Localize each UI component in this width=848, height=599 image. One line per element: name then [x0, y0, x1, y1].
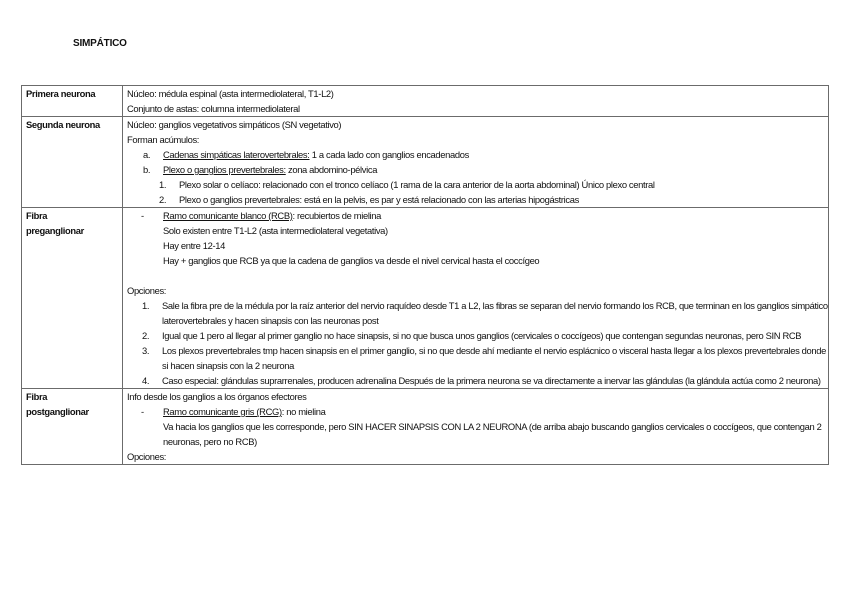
row-label-pre-line-2: preganglionar: [26, 225, 84, 236]
row-label-primera: Primera neurona: [22, 86, 123, 117]
rcg-item: [127, 404, 828, 419]
list-marker-b2: 2.: [159, 194, 167, 205]
segunda-line-1: Núcleo: ganglios vegetativos simpáticos (SN vegetativo): [127, 119, 342, 130]
row-label-pre-line-1: Fibra: [26, 210, 48, 221]
table-row-segunda-neurona: [22, 117, 829, 208]
dash-marker: -: [141, 210, 144, 221]
rcb-sub-3: Hay + ganglios que RCB ya que la cadena de ganglios va desde el nivel cervical hasta el coccígeo: [163, 255, 540, 266]
option-marker-4: 4.: [142, 375, 150, 386]
term-cadenas-simpaticas: Cadenas simpáticas laterovertebrales:: [163, 149, 310, 160]
option-text-4: Caso especial: glándulas suprarrenales, producen adrenalina Después de la primera neurona se va directamente a inervar las glándulas (la glándula actúa como 2 neurona): [162, 375, 821, 386]
list-text-b1: Plexo solar o celíaco: relacionado con el tronco celíaco (1 rama de la cara anterior de la aorta abdominal) Único plexo central: [179, 179, 655, 190]
row-content-primera: [123, 86, 829, 117]
option-marker-2: 2.: [142, 330, 150, 341]
rcb-sub-1: Solo existen entre T1-L2 (asta intermediolateral vegetativa): [163, 225, 388, 236]
row-label-postganglionar: [22, 389, 123, 465]
row-label-post-line-2: postganglionar: [26, 406, 89, 417]
rcb-text: : recubiertos de mielina: [292, 210, 382, 221]
rcb-item: [127, 208, 828, 223]
option-marker-1: 1.: [142, 300, 150, 311]
primera-line-1: Núcleo: médula espinal (asta intermediolateral, T1-L2): [127, 88, 334, 99]
list-text-b2: Plexo o ganglios prevertebrales: está en la pelvis, es par y está relacionado con las arterias hipogástricas: [179, 194, 579, 205]
list-marker-b1: 1.: [159, 179, 167, 190]
rcg-sub-1: Va hacia los ganglios que les corresponde, pero SIN HACER SINAPSIS CON LA 2 NEURONA (de arriba abajo buscando ganglios cervicales o coccígeos, que contengan 2 neuronas, pero no RCB): [163, 421, 822, 447]
term-rcb: Ramo comunicante blanco (RCB): [163, 210, 293, 221]
option-3: [127, 343, 828, 373]
option-2: [127, 328, 828, 343]
option-marker-3: 3.: [142, 345, 150, 356]
row-label-post-line-1: Fibra: [26, 391, 48, 402]
rcg-text: : no mielina: [281, 406, 326, 417]
table-row-primera-neurona: [22, 86, 829, 117]
dash-marker: -: [141, 406, 144, 417]
opciones-heading: Opciones:: [127, 285, 167, 296]
list-marker-a: a.: [143, 149, 151, 160]
row-content-segunda: [123, 117, 829, 208]
post-line-1: Info desde los ganglios a los órganos efectores: [127, 391, 307, 402]
rcb-sub-2: Hay entre 12-14: [163, 240, 225, 251]
row-label-preganglionar: [22, 208, 123, 389]
table-row-fibra-postganglionar: [22, 389, 829, 465]
option-text-1: Sale la fibra pre de la médula por la raíz anterior del nervio raquídeo desde T1 a L2, las fibras se separan del nervio formando los RCB, que terminan en los ganglios simpático laterovertebrales y hacen sinapsis con las neuronas post: [162, 300, 828, 326]
segunda-line-2: Forman acúmulos:: [127, 134, 200, 145]
list-text-b: zona abdomino-pélvica: [285, 164, 378, 175]
list-marker-b: b.: [143, 164, 151, 175]
option-text-2: Igual que 1 pero al llegar al primer ganglio no hace sinapsis, si no que busca unos ganglios (cervicales o coccígeos) que contengan segundas neuronas, pero SIN RCB: [162, 330, 802, 341]
term-plexo-prevertebrales: Plexo o ganglios prevertebrales:: [163, 164, 286, 175]
list-text-a: 1 a cada lado con ganglios encadenados: [309, 149, 469, 160]
list-item-a: [127, 147, 828, 162]
spacer: [127, 268, 828, 283]
page-title: SIMPÁTICO: [73, 38, 127, 49]
row-content-postganglionar: [123, 389, 829, 465]
list-item-b1: [127, 177, 828, 192]
opciones-heading-post: Opciones:: [127, 451, 167, 462]
row-content-preganglionar: [123, 208, 829, 389]
row-label-segunda: Segunda neurona: [22, 117, 123, 208]
sympathetic-table: [21, 85, 829, 465]
option-4: [127, 373, 828, 388]
list-item-b2: [127, 192, 828, 207]
list-item-b: [127, 162, 828, 177]
primera-line-2: Conjunto de astas: columna intermediolateral: [127, 103, 300, 114]
term-rcg: Ramo comunicante gris (RCG): [163, 406, 282, 417]
option-text-3: Los plexos prevertebrales tmp hacen sinapsis en el primer ganglio, si no que desde ahí mediante el nervio esplácnico o visceral hasta llegar a los plexos prevertebrales donde si hacen sinapsis con la 2 neurona: [162, 345, 826, 371]
table-row-fibra-preganglionar: [22, 208, 829, 389]
option-1: [127, 298, 828, 328]
